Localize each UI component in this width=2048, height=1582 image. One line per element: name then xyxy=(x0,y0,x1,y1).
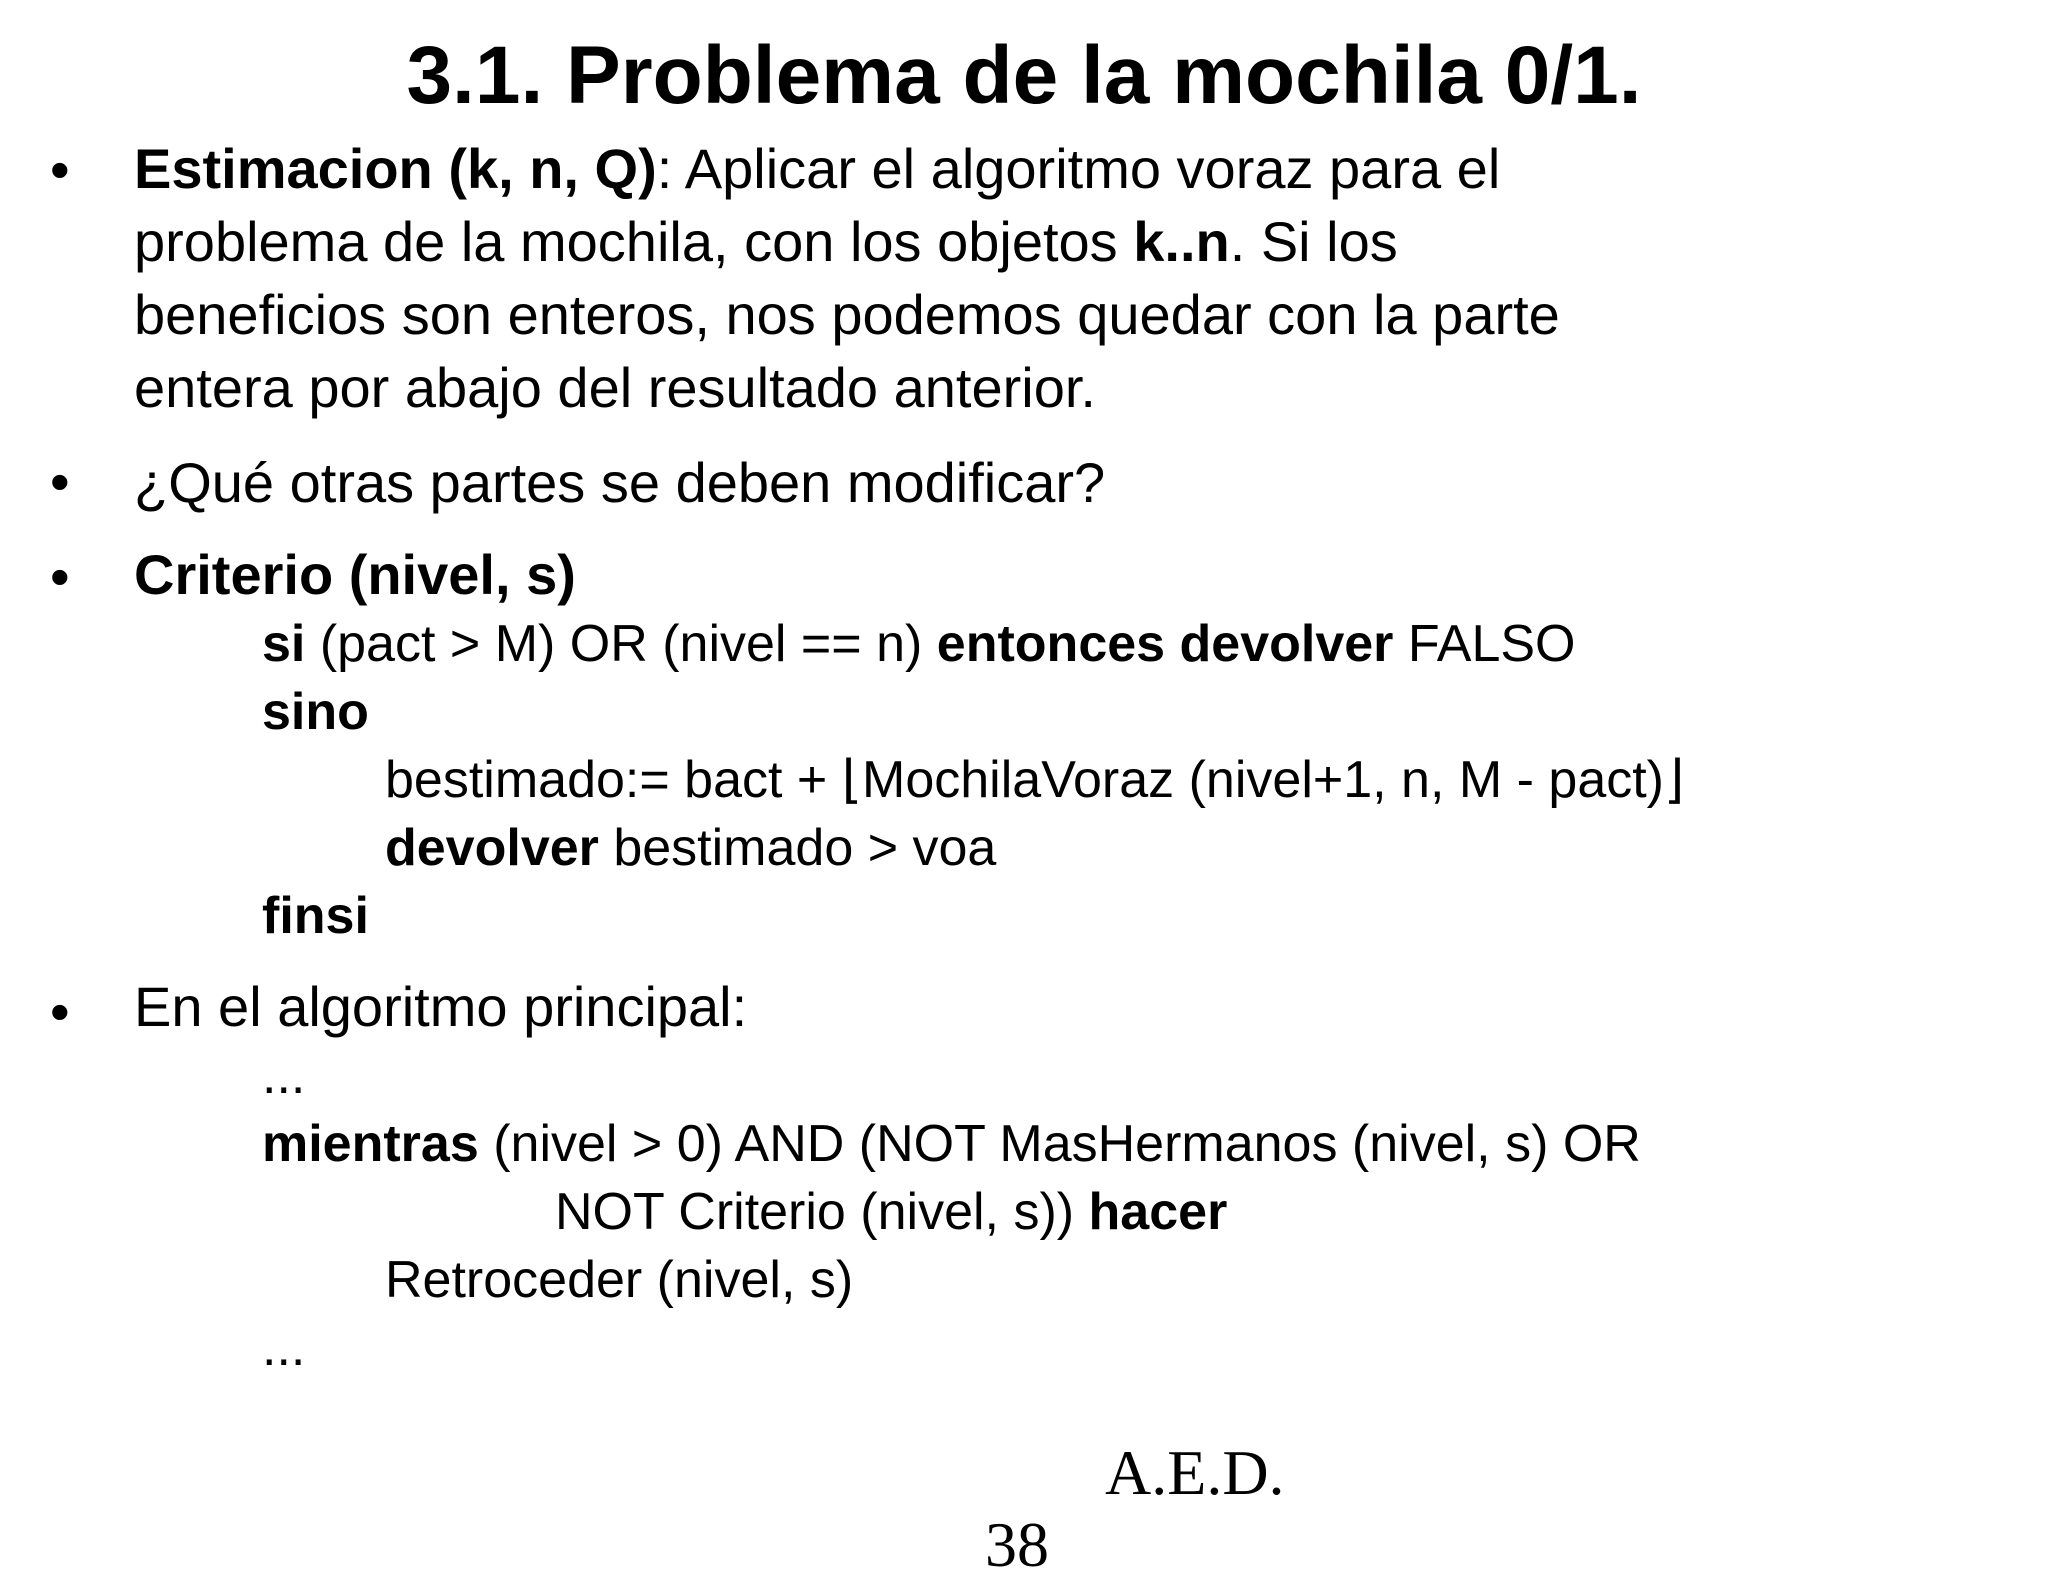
footer-course: A.E.D. xyxy=(1105,1437,1285,1508)
estimacion-term: Estimacion (k, n, Q) xyxy=(134,137,657,200)
criterio-si-line xyxy=(262,610,1576,678)
estimacion-line-2 xyxy=(134,205,1398,278)
criterio-heading xyxy=(134,538,576,611)
keyword-sino: sino xyxy=(262,683,369,741)
principal-mientras-line xyxy=(262,1110,1641,1178)
bullet-dot: • xyxy=(50,450,70,513)
principal-heading: En el algoritmo principal: xyxy=(134,975,748,1038)
footer-page-number: 38 xyxy=(985,1509,1049,1580)
criterio-sino-line xyxy=(262,678,369,746)
estimacion-text-2b: . Si los xyxy=(1229,210,1398,273)
estimacion-text-2a: problema de la mochila, con los objetos xyxy=(134,210,1134,273)
estimacion-line-4: entera por abajo del resultado anterior. xyxy=(134,356,1096,419)
si-result: FALSO xyxy=(1393,615,1576,673)
keyword-si: si xyxy=(262,615,306,673)
criterio-assign-line: bestimado:= bact + ⌊MochilaVoraz (nivel+1, n, M - pact)⌋ xyxy=(385,751,1685,809)
devolver-expression: bestimado > voa xyxy=(598,819,997,877)
principal-ellipsis-top: ... xyxy=(262,1047,306,1105)
principal-ellipsis-bottom: ... xyxy=(262,1319,306,1377)
continuation-condition: NOT Criterio (nivel, s)) xyxy=(555,1183,1089,1241)
criterio-heading-text: Criterio (nivel, s) xyxy=(134,543,576,606)
pregunta-text: ¿Qué otras partes se deben modificar? xyxy=(134,451,1106,514)
bullet-dot: • xyxy=(50,545,70,608)
estimacion-text-1: : Aplicar el algoritmo voraz para el xyxy=(656,137,1501,200)
bullet-dot: • xyxy=(50,138,70,201)
keyword-entonces-devolver: entonces devolver xyxy=(936,615,1394,673)
principal-retroceder-line: Retroceder (nivel, s) xyxy=(385,1251,854,1309)
estimacion-line-1 xyxy=(134,132,1500,205)
keyword-mientras: mientras xyxy=(262,1115,479,1173)
estimacion-objects: k..n xyxy=(1133,210,1230,273)
slide-title: 3.1. Problema de la mochila 0/1. xyxy=(406,30,1642,121)
mientras-condition: (nivel > 0) AND (NOT MasHermanos (nivel, s) OR xyxy=(478,1115,1641,1173)
si-condition: (pact > M) OR (nivel == n) xyxy=(305,615,937,673)
principal-continuation-line xyxy=(555,1178,1227,1246)
estimacion-line-3: beneficios son enteros, nos podemos quedar con la parte xyxy=(134,283,1560,346)
keyword-hacer: hacer xyxy=(1088,1183,1228,1241)
criterio-finsi-line xyxy=(262,882,369,950)
criterio-devolver-line xyxy=(385,814,996,882)
keyword-devolver: devolver xyxy=(385,819,599,877)
keyword-finsi: finsi xyxy=(262,887,369,945)
bullet-dot: • xyxy=(50,980,70,1043)
